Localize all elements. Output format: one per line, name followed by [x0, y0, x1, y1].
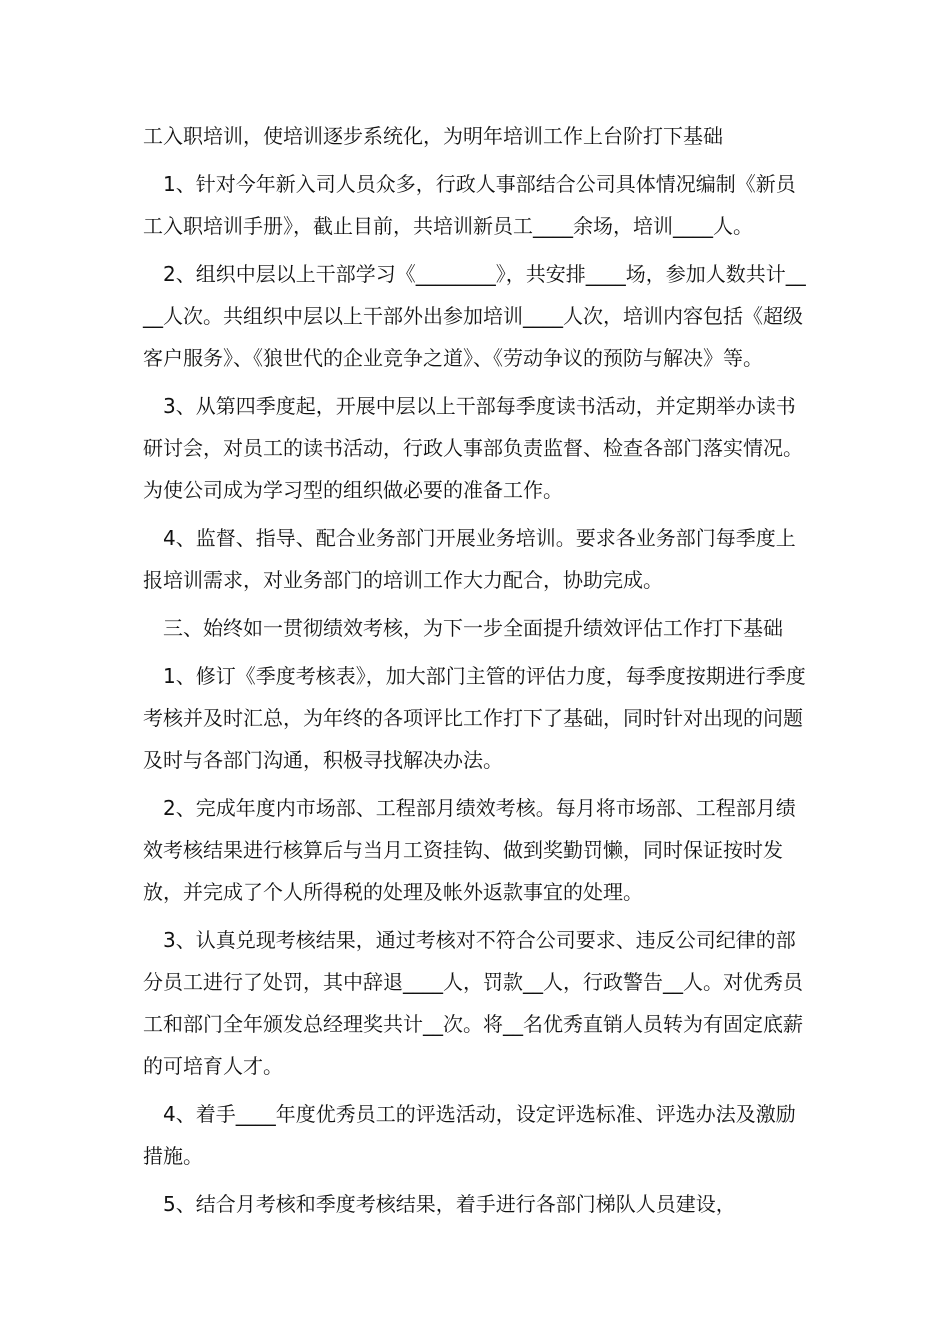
- section-heading-performance: 三、始终如一贯彻绩效考核，为下一步全面提升绩效评估工作打下基础: [163, 616, 783, 640]
- paragraph-performance-item-5: 5、结合月考核和季度考核结果，着手进行各部门梯队人员建设，: [163, 1192, 736, 1216]
- paragraph-performance-item-4: 4、着手____年度优秀员工的评选活动，设定评选标准、评选办法及激励措施。: [143, 1102, 796, 1168]
- paragraph-continuation: 工入职培训，使培训逐步系统化，为明年培训工作上台阶打下基础: [143, 124, 723, 148]
- paragraph-training-item-1: 1、针对今年新入司人员众多，行政人事部结合公司具体情况编制《新员工入职培训手册》，截止目前，共培训新员工____余场，培训____人。: [143, 172, 796, 238]
- paragraph-training-item-4: 4、监督、指导、配合业务部门开展业务培训。要求各业务部门每季度上报培训需求，对业务部门的培训工作大力配合，协助完成。: [143, 526, 796, 592]
- paragraph-training-item-2: 2、组织中层以上干部学习《________》，共安排____场，参加人数共计____人次。共组织中层以上干部外出参加培训____人次，培训内容包括《超级客户服务》、《狼世代的企业竞争之道》、《劳动争议的预防与解决》等。: [143, 262, 806, 370]
- document-body: [143, 115, 813, 1225]
- paragraph-performance-item-1: 1、修订《季度考核表》，加大部门主管的评估力度，每季度按期进行季度考核并及时汇总，为年终的各项评比工作打下了基础，同时针对出现的问题及时与各部门沟通，积极寻找解决办法。: [143, 664, 806, 772]
- paragraph-training-item-3: 3、从第四季度起，开展中层以上干部每季度读书活动，并定期举办读书研讨会，对员工的读书活动，行政人事部负责监督、检查各部门落实情况。为使公司成为学习型的组织做必要的准备工作。: [143, 394, 803, 502]
- paragraph-performance-item-3: 3、认真兑现考核结果，通过考核对不符合公司要求、违反公司纪律的部分员工进行了处罚，其中辞退____人，罚款__人，行政警告__人。对优秀员工和部门全年颁发总经理奖共计__次。将__名优秀直销人员转为有固定底薪的可培育人才。: [143, 928, 803, 1078]
- paragraph-performance-item-2: 2、完成年度内市场部、工程部月绩效考核。每月将市场部、工程部月绩效考核结果进行核算后与当月工资挂钩、做到奖勤罚懒，同时保证按时发放，并完成了个人所得税的处理及帐外返款事宜的处理。: [143, 796, 796, 904]
